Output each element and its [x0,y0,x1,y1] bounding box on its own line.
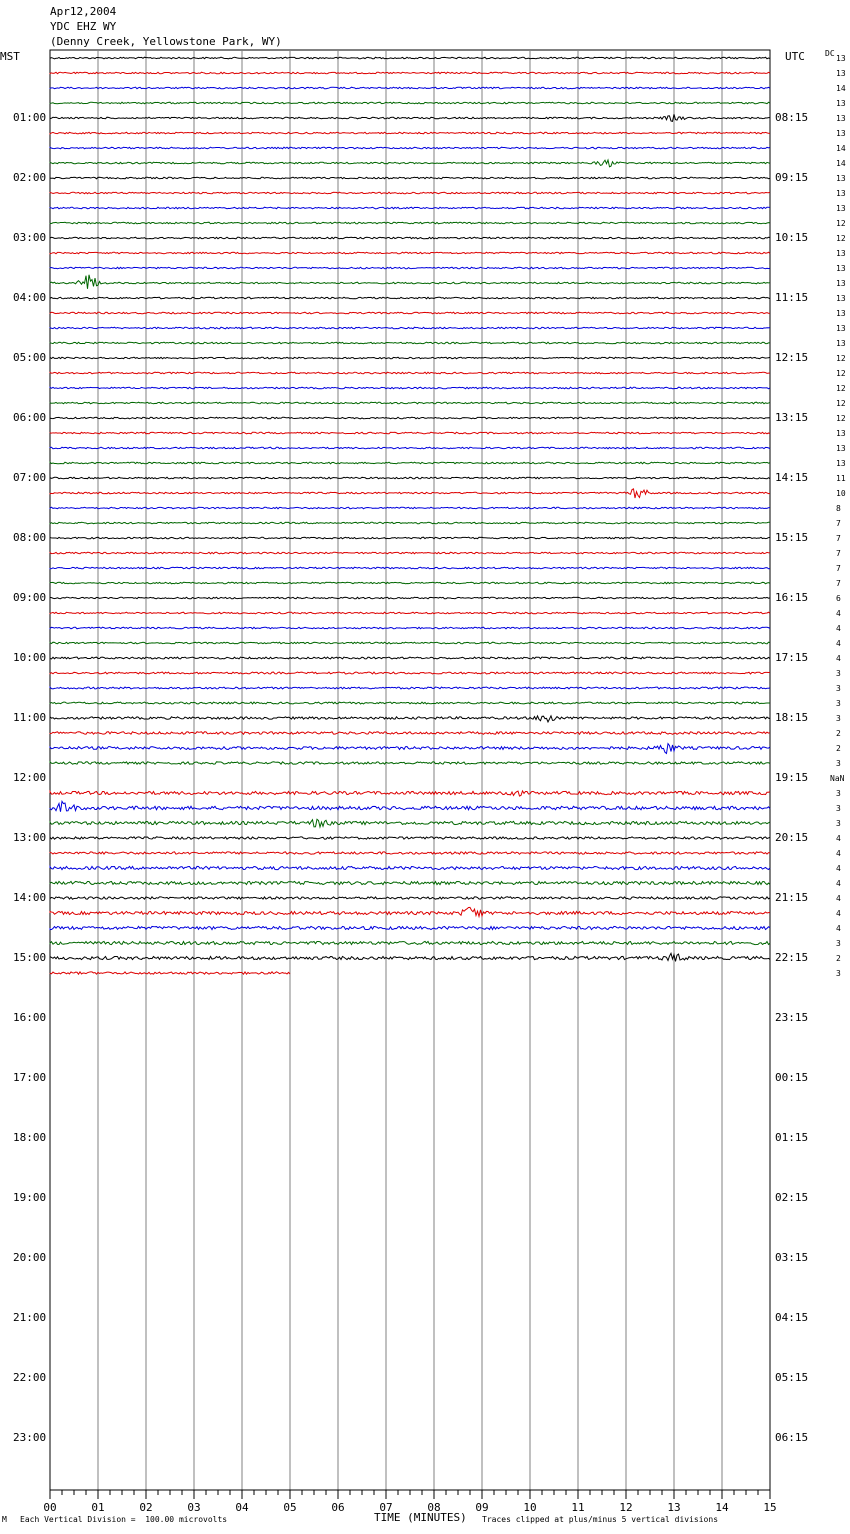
dc-offset-value: 4 [836,879,841,888]
seismic-trace [50,907,770,916]
seismic-trace [50,177,770,179]
seismic-trace [50,972,290,974]
dc-offset-value: 3 [836,819,841,828]
utc-hour-label: 13:15 [775,411,809,424]
dc-offset-value: 3 [836,714,841,723]
seismic-trace [50,132,770,134]
dc-offset-value: 4 [836,834,841,843]
dc-offset-value: 13 [836,309,846,318]
utc-hour-label: 02:15 [775,1191,809,1204]
mst-hour-label: 18:00 [13,1131,47,1144]
dc-offset-value: 12 [836,384,846,393]
seismic-trace [50,762,770,764]
dc-offset-value: 7 [836,564,841,573]
seismic-trace [50,552,770,554]
dc-offset-value: 3 [836,684,841,693]
seismic-trace [50,866,770,869]
utc-hour-label: 01:15 [775,1131,809,1144]
seismic-trace [50,627,770,629]
seismic-trace [50,897,770,899]
dc-offset-value: 14 [836,144,846,153]
mst-hour-label: 06:00 [13,411,47,424]
seismic-trace [50,342,770,344]
utc-hour-label: 08:15 [775,111,809,124]
dc-offset-value: 13 [836,294,846,303]
seismic-trace [50,87,770,89]
seismic-trace [50,447,770,449]
dc-offset-value: 10 [836,489,846,498]
seismic-trace [50,252,770,254]
seismic-trace [50,222,770,224]
dc-offset-value: 2 [836,954,841,963]
seismic-trace [50,819,770,827]
dc-offset-value: 13 [836,444,846,453]
seismic-trace [50,642,770,644]
seismic-trace [50,597,770,599]
dc-offset-value: 4 [836,609,841,618]
seismic-trace [50,702,770,704]
dc-offset-value: 7 [836,534,841,543]
dc-offset-value: 4 [836,864,841,873]
dc-offset-value: 2 [836,744,841,753]
scale-note: Each Vertical Division = 100.00 microvolts [20,1515,228,1524]
mst-hour-label: 14:00 [13,891,47,904]
dc-offset-value: 13 [836,129,846,138]
seismic-trace [50,237,770,239]
utc-hour-label: 03:15 [775,1251,809,1264]
utc-hour-label: 18:15 [775,711,809,724]
dc-offset-value: 13 [836,69,846,78]
seismic-trace [50,801,770,811]
seismic-trace [50,926,770,929]
mst-hour-label: 07:00 [13,471,47,484]
dc-offset-value: 13 [836,279,846,288]
dc-offset-value: 3 [836,789,841,798]
plot-date: Apr12,2004 [50,5,117,18]
mst-hour-label: 21:00 [13,1311,47,1324]
seismic-trace [50,537,770,539]
station-location: (Denny Creek, Yellowstone Park, WY) [50,35,282,48]
seismic-trace [50,57,770,59]
seismic-trace [50,192,770,194]
clip-note: Traces clipped at plus/minus 5 vertical divisions [482,1515,719,1524]
dc-header: DC [825,49,835,58]
dc-offset-value: 13 [836,189,846,198]
mst-hour-label: 04:00 [13,291,47,304]
seismic-trace [50,507,770,509]
seismic-trace [50,477,770,479]
seismic-trace [50,852,770,854]
dc-offset-value: 3 [836,969,841,978]
seismic-trace [50,462,770,464]
dc-offset-value: 4 [836,639,841,648]
mst-hour-label: 13:00 [13,831,47,844]
dc-offset-value: 4 [836,849,841,858]
seismic-trace [50,102,770,104]
dc-offset-value: 12 [836,219,846,228]
utc-hour-label: 12:15 [775,351,809,364]
dc-offset-value: 12 [836,354,846,363]
utc-hour-label: 04:15 [775,1311,809,1324]
dc-offset-value: NaN [830,774,845,783]
seismic-trace [50,672,770,674]
seismic-trace [50,267,770,269]
dc-offset-value: 14 [836,84,846,93]
dc-offset-value: 13 [836,264,846,273]
dc-offset-value: 12 [836,369,846,378]
dc-offset-value: 3 [836,669,841,678]
seismic-trace [50,327,770,329]
seismic-trace [50,953,770,961]
dc-offset-value: 14 [836,159,846,168]
seismic-trace [50,357,770,359]
dc-offset-value: 13 [836,204,846,213]
x-axis-title: TIME (MINUTES) [374,1511,467,1524]
seismic-trace [50,716,770,722]
mst-hour-label: 02:00 [13,171,47,184]
dc-offset-value: 12 [836,399,846,408]
right-axis-title: UTC [785,50,805,63]
dc-offset-value: 7 [836,579,841,588]
x-tick-label: 06 [331,1501,345,1514]
dc-offset-value: 3 [836,804,841,813]
x-tick-label: 00 [43,1501,57,1514]
mst-hour-label: 10:00 [13,651,47,664]
seismic-trace [50,402,770,404]
utc-hour-label: 20:15 [775,831,809,844]
mst-hour-label: 11:00 [13,711,47,724]
utc-hour-label: 06:15 [775,1431,809,1444]
utc-hour-label: 23:15 [775,1011,809,1024]
x-tick-label: 15 [763,1501,777,1514]
seismic-trace [50,881,770,884]
x-tick-label: 11 [571,1501,585,1514]
dc-offset-value: 12 [836,234,846,243]
x-tick-label: 02 [139,1501,153,1514]
footer-mark: M [2,1515,7,1524]
x-tick-label: 09 [475,1501,489,1514]
seismic-trace [50,582,770,584]
dc-offset-value: 13 [836,249,846,258]
dc-offset-value: 3 [836,939,841,948]
mst-hour-label: 17:00 [13,1071,47,1084]
x-tick-label: 01 [91,1501,105,1514]
x-tick-label: 13 [667,1501,681,1514]
mst-hour-label: 08:00 [13,531,47,544]
seismic-trace [50,837,770,839]
dc-offset-value: 11 [836,474,846,483]
mst-hour-label: 03:00 [13,231,47,244]
mst-hour-label: 15:00 [13,951,47,964]
dc-offset-value: 4 [836,924,841,933]
seismic-trace [50,207,770,209]
dc-offset-value: 7 [836,549,841,558]
utc-hour-label: 11:15 [775,291,809,304]
utc-hour-label: 14:15 [775,471,809,484]
x-tick-label: 03 [187,1501,201,1514]
x-tick-label: 12 [619,1501,633,1514]
dc-offset-value: 3 [836,699,841,708]
seismic-trace [50,687,770,689]
mst-hour-label: 20:00 [13,1251,47,1264]
utc-hour-label: 15:15 [775,531,809,544]
utc-hour-label: 16:15 [775,591,809,604]
seismic-trace [50,387,770,389]
dc-offset-value: 13 [836,339,846,348]
seismic-trace [50,297,770,299]
dc-offset-value: 13 [836,54,846,63]
dc-offset-value: 4 [836,894,841,903]
seismic-trace [50,791,770,796]
dc-offset-value: 6 [836,594,841,603]
dc-offset-value: 12 [836,414,846,423]
left-axis-title: MST [0,50,20,63]
seismic-trace [50,522,770,524]
dc-offset-value: 13 [836,429,846,438]
mst-hour-label: 22:00 [13,1371,47,1384]
mst-hour-label: 16:00 [13,1011,47,1024]
seismic-trace [50,114,770,121]
mst-hour-label: 23:00 [13,1431,47,1444]
dc-offset-value: 4 [836,909,841,918]
seismic-trace [50,489,770,498]
plot-frame [50,50,770,1490]
seismic-trace [50,275,770,289]
seismic-trace [50,732,770,735]
utc-hour-label: 19:15 [775,771,809,784]
seismic-trace [50,657,770,659]
seismic-trace [50,432,770,434]
x-tick-label: 04 [235,1501,249,1514]
utc-hour-label: 00:15 [775,1071,809,1084]
seismic-trace [50,160,770,167]
utc-hour-label: 17:15 [775,651,809,664]
dc-offset-value: 4 [836,624,841,633]
seismic-trace [50,941,770,944]
dc-offset-value: 13 [836,99,846,108]
seismic-trace [50,417,770,419]
seismic-trace [50,744,770,754]
seismic-trace [50,567,770,569]
dc-offset-value: 4 [836,654,841,663]
seismic-trace [50,612,770,614]
dc-offset-value: 8 [836,504,841,513]
station-code: YDC EHZ WY [50,20,117,33]
dc-offset-value: 13 [836,459,846,468]
dc-offset-value: 13 [836,174,846,183]
x-tick-label: 07 [379,1501,393,1514]
seismic-trace [50,372,770,374]
mst-hour-label: 12:00 [13,771,47,784]
x-tick-label: 08 [427,1501,441,1514]
x-tick-label: 10 [523,1501,537,1514]
utc-hour-label: 22:15 [775,951,809,964]
dc-offset-value: 7 [836,519,841,528]
utc-hour-label: 10:15 [775,231,809,244]
x-tick-label: 14 [715,1501,729,1514]
seismic-trace [50,312,770,314]
seismic-trace [50,147,770,149]
seismic-trace [50,72,770,74]
dc-offset-value: 3 [836,759,841,768]
dc-offset-value: 2 [836,729,841,738]
mst-hour-label: 09:00 [13,591,47,604]
x-tick-label: 05 [283,1501,297,1514]
utc-hour-label: 21:15 [775,891,809,904]
dc-offset-value: 13 [836,324,846,333]
dc-offset-value: 13 [836,114,846,123]
mst-hour-label: 01:00 [13,111,47,124]
mst-hour-label: 19:00 [13,1191,47,1204]
utc-hour-label: 05:15 [775,1371,809,1384]
utc-hour-label: 09:15 [775,171,809,184]
mst-hour-label: 05:00 [13,351,47,364]
